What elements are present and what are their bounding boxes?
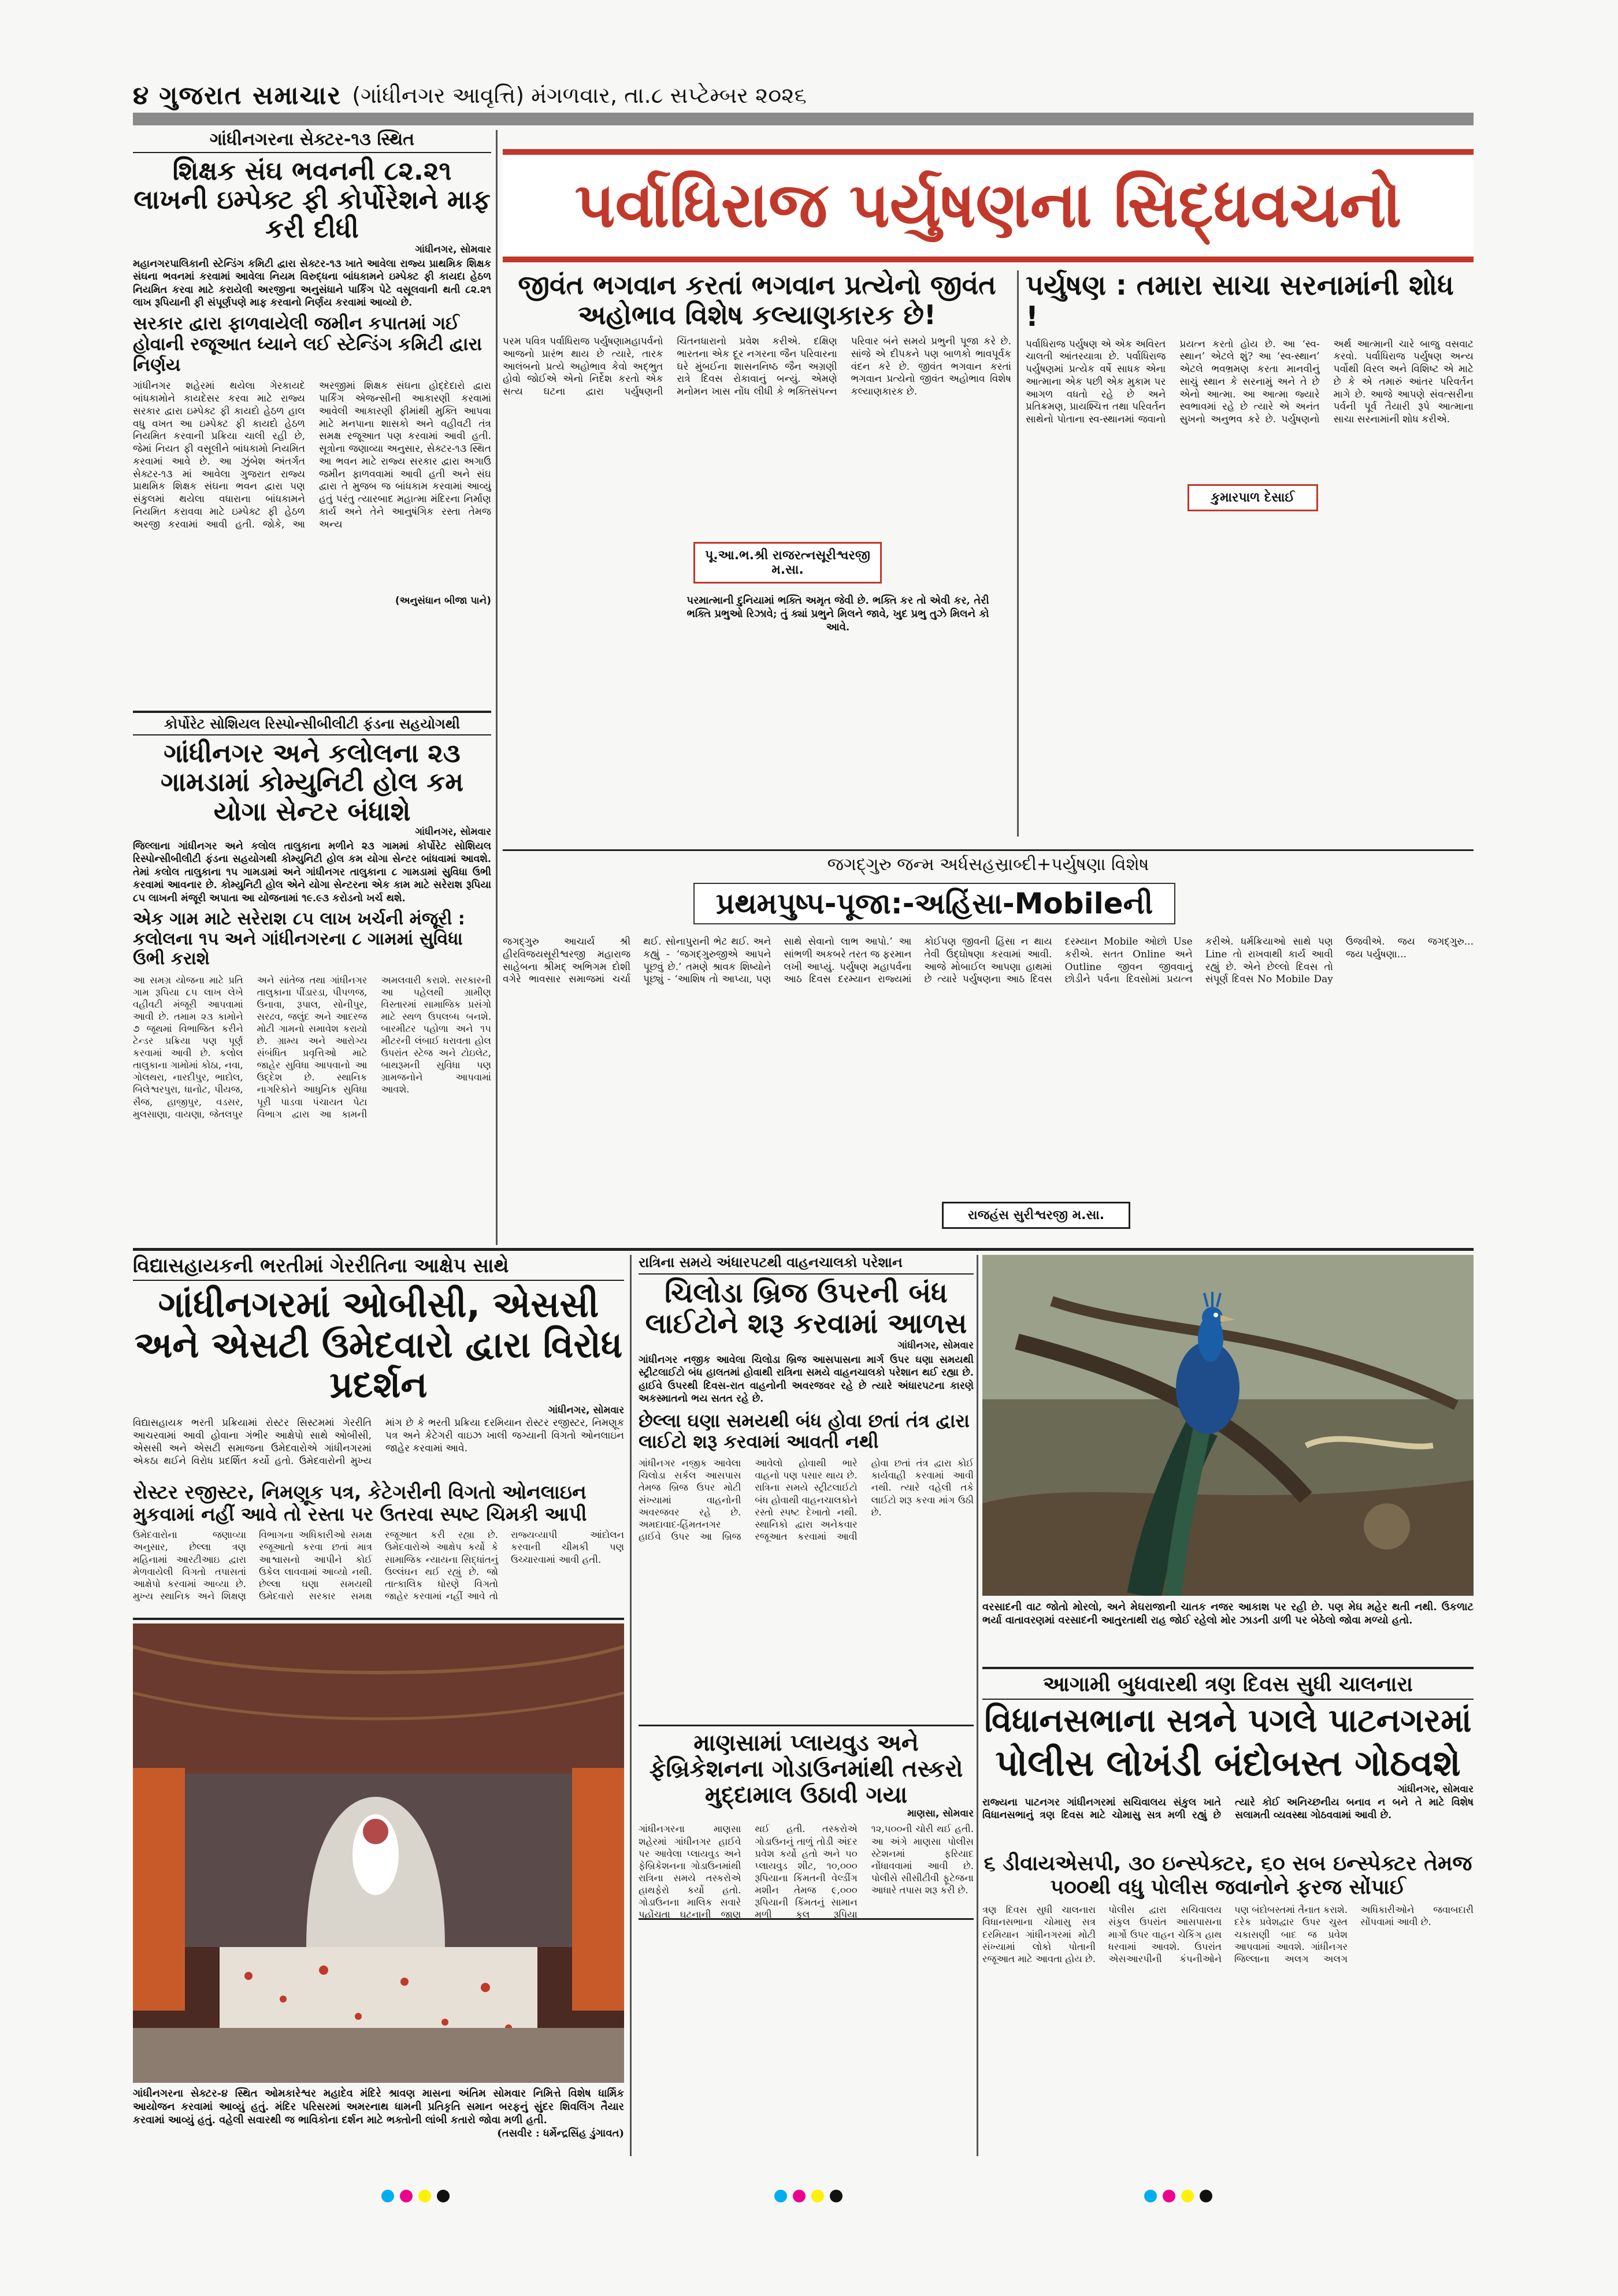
feature-byline: રાજહંસ સુરીશ્વરજી મ.સા.	[942, 1202, 1130, 1229]
story-kicker: કોર્પોરેટ સોશિયલ રિસ્પોન્સીબીલીટી ફંડના સહયોગથી	[133, 716, 491, 735]
story-kicker: વિદ્યાસહાયકની ભરતીમાં ગેરરીતિના આક્ષેપ સાથે	[133, 1255, 624, 1281]
edition-line: (ગાંધીનગર આવૃત્તિ) મંગળવાર, તા.૮ સપ્ટેમ્બર ૨૦૨૬	[352, 82, 807, 108]
article-quote: પરમાત્માની દુનિયામાં ભક્તિ અમૃત જેવી છે. ભક્તિ કર તો એવી કર, તેરી ભક્તિ પ્રભુઓ રિઝાવે; તું ક્યાં પ્રભુને મિલને જાવે, ખુદ પ્રભુ તુઝે મિલને કો આવે.	[686, 595, 989, 634]
story-subhead: સરકાર દ્વારા ફાળવાયેલી જમીન કપાતમાં ગઈ હોવાની રજૂઆત ધ્યાને લઈ સ્ટેન્ડિંગ કમિટી દ્વારા નિર્ણય	[133, 313, 483, 376]
dateline: માણસા, સોમવાર	[907, 1808, 974, 1820]
divider	[133, 711, 491, 713]
masthead-rule	[133, 113, 1474, 125]
story-headline-line1: વિધાનસભાના સત્રને પગલે પાટનગરમાં	[984, 1702, 1472, 1740]
divider	[982, 1667, 1474, 1669]
magenta-dot	[793, 2190, 806, 2202]
cyan-dot	[1144, 2190, 1157, 2202]
story-lead: રાજ્યના પાટનગર ગાંધીનગરમાં સચિવાલય સંકુલ ખાતે વિધાનસભાનું ત્રણ દિવસ માટે ચોમાસુ સત્ર મળી રહ્યું છે ત્યારે કોઈ અનિચ્છનીય બનાવ ન બને તે માટે વિશેષ સલામતી વ્યવસ્થા ગોઠવવામાં આવી છે.	[982, 1796, 1474, 1821]
temple-caption-text: ગાંધીનગરના સેક્ટર-૪ સ્થિત ઓમકારેશ્વર મહાદેવ મંદિરે શ્રાવણ માસના અંતિમ સોમવાર નિમિત્તે વિશેષ ધાર્મિક આયોજન કરવામાં આવ્યું હતું. મંદિર પરિસરમાં અમરનાથ ધામની પ્રતિકૃતિ સમાન બરફનું સુંદર શિવલિંગ તૈયાર કરવામાં આવ્યું હતું. વહેલી સવારથી જ ભાવિકોના દર્શન માટે ભક્તોની લાંબી કતારો જોવા મળી હતી.	[133, 2087, 624, 2127]
special-feature	[503, 855, 1474, 1242]
article-headline: પર્યુષણ : તમારા સાચા સરનામાંની શોધ !	[1026, 269, 1454, 333]
article-headline: જીવંત ભગવાન કરતાં ભગવાન પ્રત્યેનો જીવંત અહોભાવ વિશેષ કલ્યાણકારક છે!	[518, 269, 996, 330]
newspaper-brand: ગુજરાત સમાચાર	[159, 80, 342, 110]
story-body: ઉમેદવારોના જણાવ્યા અનુસાર, છેલ્લા ત્રણ મહિનામાં આરટીઆઇ દ્વારા મેળવાયેલી વિગતો તપાસતાં આક્ષેપો કરવામાં આવ્યા છે. મુખ્ય સ્થાનિક અને શિક્ષણ વિભાગના અધિકારીઓ સમક્ષ રજૂઆતો કરવા છતાં માત્ર આશ્વાસનો આપીને કોઈ ઉકેલ લાવવામાં આવ્યો નથી. છેલ્લા ઘણા સમયથી ઉમેદવારો સરકાર સમક્ષ રજૂઆત કરી રહ્યા છે. ઉમેદવારોએ આક્ષેપ કર્યો કે સામાજિક ન્યાયના સિદ્ધાંતનું ઉલ્લંઘન થઈ રહ્યું છે. જો તાત્કાલિક ધોરણે વિગતો જાહેર કરવામાં નહીં આવે તો રાજ્યવ્યાપી આંદોલન કરવાની ચીમકી પણ ઉચ્ચારવામાં આવી હતી.	[133, 1529, 624, 1602]
dateline: ગાંધીનગર, સોમવાર	[897, 1340, 974, 1352]
story-lead: વિદ્યાસહાયક ભરતી પ્રક્રિયામાં રોસ્ટર સિસ્ટમમાં ગેરરીતિ આચરવામાં આવી હોવાના ગંભીર આક્ષેપો સાથે ઓબીસી, એસસી અને એસટી સમાજના ઉમેદવારોએ ગાંધીનગરમાં એકઠા થઈને વિરોધ પ્રદર્શિત કર્યો હતો. ઉમેદવારોની મુખ્ય માંગ છે કે ભરતી પ્રક્રિયા દરમિયાન રોસ્ટર રજીસ્ટર, નિમણૂક પત્ર અને કેટેગરી વાઇઝ ખાલી જગ્યાની વિગતો ઓનલાઇન જાહેર કરવામાં આવે.	[133, 1417, 624, 1467]
dateline: ગાંધીનગર, સોમવાર	[415, 826, 491, 838]
black-dot	[437, 2190, 450, 2202]
black-dot	[830, 2190, 843, 2202]
story-body: આ સમગ્ર યોજના માટે પ્રતિ ગામ રૂપિયા ૮૫ લાખ લેખે વહીવટી મંજૂરી આપવામાં આવી છે. તમામ ૨૩ કામોને ૭ જૂથમાં વિભાજિત કરીને ટેન્ડર પ્રક્રિયા પણ પૂર્ણ કરવામાં આવી છે. કલોલ તાલુકાના ગામોમાં કોઠા, નવા, ગોલથરા, નારદીપુર, ભાદોલ, બિલેશ્વરપુરા, ધાનોટ, પીયજ, સૈજ, હાજીપુર, વડસર, મુલસાણા, વાયણા, જેતલપુર અને સાંતેજ તથા ગાંધીનગર તાલુકાના પીંડારડા, પીપળજ, ઉનાવા, રૂપાલ, સોનીપુર, સરઢવ, જલુંદ અને આદરજ મોટી ગામનો સમાવેશ કરાયો છે. ગ્રામ્ય અને આરોગ્ય સંબંધિત પ્રવૃત્તિઓ માટે જાહેર સુવિધા આપવાનો આ ઉદ્દેશ છે. સ્થાનિક નાગરિકોને આધુનિક સુવિધા પૂરી પાડવા પંચાયત પેટા વિભાગ દ્વારા આ કામની અમલવારી કરાશે. સરકારની આ પહેલથી ગ્રામીણ વિસ્તારમાં સામાજિક પ્રસંગો માટે સ્થળ ઉપલબ્ધ બનશે. બારમીટર પહોળા અને ૧૫ મીટરની લંબાઈ ધરાવતા હોલ ઉપરાંત સ્ટેજ અને ટોઇલેટ, બાથરૂમની સુવિધા પણ ગ્રામજનોને આપવામાં આવશે.	[133, 974, 491, 1120]
dateline: ગાંધીનગર, સોમવાર	[548, 1405, 624, 1417]
divider	[133, 1618, 624, 1620]
story-headline: શિક્ષક સંઘ ભવનની ૮૨.૨૧ લાખની ઇમ્પેક્ટ ફી કોર્પોરેશને માફ કરી દીધી	[133, 155, 491, 244]
story-kicker: રાત્રિના સમયે અંધારપટથી વાહનચાલકો પરેશાન	[639, 1255, 974, 1275]
yellow-dot	[811, 2190, 824, 2202]
story-body: ત્રણ દિવસ સુધી ચાલનારા વિધાનસભાના ચોમાસુ સત્ર દરમિયાન ગાંધીનગરમાં મોટી સંખ્યામાં લોકો પોતાની રજૂઆત માટે આવતા હોય છે. પોલીસ દ્વારા સચિવાલય સંકુલ ઉપરાંત આસપાસના માર્ગો ઉપર વાહન ચેકિંગ હાથ ધરવામાં આવશે. ઉપરાંત એસઆરપીની કંપનીઓને પણ બંદોબસ્તમાં તૈનાત કરાશે. દરેક પ્રવેશદ્વાર ઉપર ચુસ્ત ચકાસણી બાદ જ પ્રવેશ આપવામાં આવશે. ગાંધીનગર જિલ્લાના અલગ અલગ અધિકારીઓને જવાબદારી સોંપવામાં આવી છે.	[982, 1904, 1474, 1964]
story-headline: માણસામાં પ્લાયવુડ અને ફેબ્રિકેશનના ગોડાઉનમાંથી તસ્કરો મુદ્દામાલ ઉઠાવી ગયા	[649, 1730, 963, 1808]
divider	[133, 1248, 1474, 1251]
article-jivant-bhagwan	[503, 270, 1011, 848]
author-byline: પૂ.આ.ભ.શ્રી રાજરત્નસૂરીશ્વરજી મ.સા.	[693, 542, 882, 584]
story-lead: જિલ્લાના ગાંધીનગર અને કલોલ તાલુકાના મળીને ૨૩ ગામમાં કોર્પોરેટ સોશિયલ રિસ્પોન્સીબીલીટી ફંડના સહયોગથી કોમ્યુનિટી હોલ કમ યોગા સેન્ટર બાંધવામાં આવશે. તેમાં કલોલ તાલુકાના ૧૫ ગામડામાં અને ગાંધીનગર તાલુકાના ૮ ગામડામાં સુવિધા ઉભી કરવામાં આવનાર છે. કોમ્યુનિટી હોલ એને યોગા સેન્ટરના એક કામ માટે સરેરાશ રૂપિયા ૮૫ લાખની મંજૂરી અપાતા આ યોજનામાં ૧૯.૯૩ કરોડનો ખર્ચ થશે.	[133, 841, 491, 904]
story-kicker: ગાંધીનગરના સેક્ટર-૧૩ સ્થિત	[133, 130, 491, 153]
dateline: ગાંધીનગર, સોમવાર	[1397, 1783, 1474, 1795]
story-kicker: આગામી બુધવારથી ત્રણ દિવસ સુધી ચાલનારા	[982, 1673, 1474, 1700]
peacock-image	[982, 1255, 1474, 1596]
peacock-caption: વરસાદની વાટ જોતો મોરલો, અને મેઘરાજાની ચાતક નજર આકાશ પર રહી છે. પણ મેઘ મહેર થતી નથી. ઉકળાટ ભર્યા વાતાવરણમાં વરસાદની આતુરતાથી રાહ જોઈ રહેલો મોર ઝાડની ડાળી પર બેઠેલો જોવા મળ્યો હતો.	[982, 1601, 1474, 1627]
story-protest	[133, 1255, 624, 1613]
magenta-dot	[400, 2190, 413, 2202]
story-headline: ચિલોડા બ્રિજ ઉપરની બંધ લાઈટોને શરૂ કરવામાં આળસ	[645, 1276, 967, 1340]
cyan-dot	[381, 2190, 394, 2202]
story-community-hall	[133, 716, 491, 1242]
author-byline: કુમારપાળ દેસાઈ	[1187, 484, 1318, 511]
column-divider	[1017, 270, 1019, 837]
cyan-dot	[774, 2190, 787, 2202]
temple-caption	[133, 2087, 624, 2174]
registration-marks-left	[381, 2190, 450, 2202]
column-divider	[977, 1255, 978, 2156]
story-lead: મહાનગરપાલિકાની સ્ટેન્ડિંગ કમિટી દ્વારા સેક્ટર-૧૩ ખાતે આવેલા રાજ્ય પ્રાથમિક શિક્ષક સંઘના ભવનમાં કરવામાં આવેલા નિયમ વિરુદ્ધના બાંધકામને ઇમ્પેક્ટ ફી કાયદા હેઠળ નિયમિત કરવા માટે કરાયેલી અરજીના અનુસંધાને પાર્કિંગ પેટે વસૂલવાની થતી ૮૨.૨૧ લાખ રૂપિયાની ફી સંપૂર્ણપણે માફ કરવાનો નિર્ણય કરવામાં આવ્યો છે.	[133, 258, 491, 309]
registration-marks-right	[1144, 2190, 1212, 2202]
story-subhead: ૬ ડીવાયએસપી, ૩૦ ઇન્સ્પેક્ટર, ૬૦ સબ ઇન્સ્પેક્ટર તેમજ ૫૦૦થી વધુ પોલીસ જવાનોને ફરજ સોંપાઈ	[984, 1851, 1472, 1899]
story-body: ગાંધીનગર નજીક આવેલા ચિલોડા સર્કલ આસપાસ તેમજ બ્રિજ ઉપર મોટી સંખ્યામાં વાહનોની અવરજવર રહે છે. અમદાવાદ-હિંમતનગર હાઈવે ઉપર આ બ્રિજ આવેલો હોવાથી ભારે વાહનો પણ પસાર થાય છે. રાત્રિના સમયે સ્ટ્રીટલાઈટો બંધ હોવાથી વાહનચાલકોને રસ્તો સ્પષ્ટ દેખાતો નથી. સ્થાનિકો દ્વારા અનેકવાર રજૂઆત કરવામાં આવી હોવા છતાં તંત્ર દ્વારા કોઈ કાર્યવાહી કરવામાં આવી નથી. ત્યારે વહેલી તકે લાઈટો શરૂ કરવા માંગ ઉઠી છે.	[639, 1458, 974, 1542]
story-headline: ગાંધીનગર અને કલોલના ૨૩ ગામડામાં કોમ્યુનિટી હોલ કમ યોગા સેન્ટર બંધાશે	[161, 737, 463, 827]
story-body: ગાંધીનગરના માણસા શહેરમાં ગાંધીનગર હાઈવે પર આવેલા પ્લાયવુડ અને ફેબ્રિકેશનના ગોડાઉનમાંથી રાત્રિના સમયે તસ્કરોએ હાથફેરો કર્યો હતો. ગોડાઉનના માલિક સવારે પહોંચતા ઘટનાની જાણ થઈ હતી. તસ્કરોએ ગોડાઉનનું તાળું તોડી અંદર પ્રવેશ કર્યો હતો અને ૫૦ પ્લાયવુડ શીટ, ૧૦,૦૦૦ રૂપિયાના કિંમતની વેલ્ડીંગ મશીન તેમજ ૯,૦૦૦ રૂપિયાની કિંમતનું સામાન મળી કુલ રૂપિયા ૧૨,૫૦૦ની ચોરી થઈ હતી. આ અંગે માણસા પોલીસ સ્ટેશનમાં ફરિયાદ નોંધાવવામાં આવી છે. પોલીસે સીસીટીવી ફૂટેજના આધારે તપાસ શરૂ કરી છે.	[639, 1823, 974, 1920]
yellow-dot	[1181, 2190, 1194, 2202]
registration-marks-center	[774, 2190, 843, 2202]
article-body: પરમ પવિત્ર પર્વાધિરાજ પર્યુષણામહાપર્વનો આજનો પ્રારંભ થાય છે ત્યારે, તારક આલંબનો પ્રત્યે અહોભાવ કેવો અદ્ભુત હોવો જોઈએ એનો નિર્દેશ કરતો એક સત્ય ઘટના દ્વારા પર્યુષણની ચિંતનધારાનો પ્રવેશ કરીએ. દક્ષિણ ભારતના એક દૂર નગરના જૈન પરિવારના ઘરે મુંબઈના શાસનનિષ્ઠ જૈન અગ્રણી રાત્રે દિવસ રોકાવાનું બન્યું. એમણે મનોમન ખાસ નોંધ લીધી કે ભક્તિસંપન્ન પરિવાર બંને સમયે પ્રભુની પૂજા કરે છે. સાંજે એ દીપકને પણ બાળકો ભાવપૂર્વક વંદન કરે છે. જીવંત ભગવાન કરતાં ભગવાન પ્રત્યેનો જીવંત અહોભાવ વિશેષ કલ્યાણકારક છે.	[503, 336, 1011, 398]
story-body: ગાંધીનગર શહેરમાં થયેલા ગેરકાયદે બાંધકામોને કાયદેસર કરવા માટે રાજ્ય સરકાર દ્વારા ઇમ્પેક્ટ ફી કાયદો હેઠળ હાલ વધુ વખત આ ઇમ્પેક્ટ ફી કાયદો હેઠળ નિયમિત કરવાની પ્રક્રિયા ચાલી રહી છે, જેમાં નિયત ફી વસૂલીને બાંધકામો નિયમિત કરવામાં આવે છે. આ ઝુંબેશ અંતર્ગત સેક્ટર-૧૩ માં આવેલા ગુજરાત રાજ્ય પ્રાથમિક શિક્ષક સંઘના ભવન દ્વારા પણ સંકુલમાં થયેલા વધારાના બાંધકામને નિયમિત કરાવવા માટે ઇમ્પેક્ટ ફી હેઠળ અરજી કરવામાં આવી હતી. જોકે, આ અરજીમાં શિક્ષક સંઘના હોદ્દેદારો દ્વારા પાર્કિંગ એજન્સીની આકારણી કરવામાં આવેલી આકારણી ફીમાંથી મુક્તિ આપવા માટે મનપાના શાસકો અને વહીવટી તંત્ર સમક્ષ રજૂઆત પણ કરવામાં આવી હતી. સૂત્રોના જણાવ્યા અનુસાર, સેક્ટર-૧૩ સ્થિત આ ભવન માટે રાજ્ય સરકાર દ્વારા અગાઉ જમીન ફાળવવામાં આવી હતી અને સંઘ દ્વારા તે મુજબ જ બાંધકામ કરવામાં આવ્યું હતું પરંતુ ત્યારબાદ મહાત્મા મંદિરના નિર્માણ કાર્ય અને તેને આનુષંગિક રસ્તા તેમજ અન્ય	[133, 380, 491, 530]
continued-note: (અનુસંધાન બીજા પાને)	[395, 595, 491, 607]
divider	[639, 1725, 974, 1726]
banner-title: પર્વાધિરાજ પર્યુષણના સિદ્ધવચનો	[574, 169, 1402, 242]
masthead	[133, 78, 1474, 113]
yellow-dot	[418, 2190, 431, 2202]
story-assembly-security	[982, 1673, 1474, 2158]
page-number: ૪	[133, 80, 149, 110]
story-lead: ગાંધીનગર નજીક આવેલા ચિલોડા બ્રિજ આસપાસના માર્ગ ઉપર ઘણા સમયથી સ્ટ્રીટલાઈટો બંધ હાલતમાં હોવાથી રાત્રિના સમયે વાહનચાલકો પરેશાન થઈ રહ્યા છે. હાઈવે ઉપરથી દિવસ-રાત વાહનોની અવરજવર રહે છે ત્યારે અંધારપટના કારણે અકસ્માતનો ભય સતત રહે છે.	[639, 1354, 974, 1405]
temple-photo	[133, 1623, 624, 2083]
story-subhead: રોસ્ટર રજીસ્ટર, નિમણૂક પત્ર, કેટેગરીની વિગતો ઓનલાઇન મુકવામાં નહીં આવે તો રસ્તા પર ઉતરવા સ્પષ્ટ ચિમકી આપી	[133, 1481, 587, 1526]
black-dot	[1200, 2190, 1212, 2202]
temple-image	[133, 1623, 624, 2083]
article-saacha-sarnama	[1026, 270, 1474, 848]
magenta-dot	[1163, 2190, 1175, 2202]
story-mansa-theft	[639, 1730, 974, 2158]
story-headline-line2: પોલીસ લોખંડી બંદોબસ્ત ગોઠવશે	[995, 1742, 1461, 1785]
column-divider	[630, 1255, 632, 2156]
photo-credit: (તસવીર : ધર્મેન્દ્રસિંહ ડુંગાવત)	[497, 2127, 624, 2140]
feature-body: જગદ્ગુરુ આચાર્ય શ્રી હીરવિજયસૂરીશ્વરજી મહારાજ સાહેબના શ્રીમદ્ અભિગમ દોશી વગેરે ભાવસાર સમાજમાં ચર્ચા થઈ. સોનાપુરાની ભેટ થઈ. અને કહ્યું - ‘જગદ્ગુરુજીએ આપને પૂછવું છે.’ તમણે શ્રાવક શિષ્યોને પૂછ્યું - ‘આશિષ તો આપ્યા, પણ સાથે સેવાનો લાભ આપો.’ આ સાંભળી અકબરે તરત જ ફરમાન લખી આપ્યું. પર્યુષણ મહાપર્વના આઠ દિવસ દરમ્યાન રાજ્યમાં કોઈપણ જીવની હિંસા ન થાય તેવી ઉદ્ઘોષણા કરવામાં આવી. આજે મોબાઈલ આપણા હાથમાં છે ત્યારે પર્યુષણના આઠ દિવસ દરમ્યાન Mobile ઓછો Use કરીએ. સતત Online અને Outline જીવન જીવવાનું છોડીને પર્વના દિવસોમાં પ્રયત્ન કરીએ. ધર્મક્રિયાઓ સાથે પણ Line તો રાખવાથી કાર્ય આવી રહ્યું છે. એને છેલ્લો દિવસ તો સંપૂર્ણ દિવસ No Mobile Day ઉજવીએ. જય જગદ્ગુરુ... જય પર્યુષણા...	[503, 936, 1474, 986]
story-subhead: છેલ્લા ઘણા સમયથી બંધ હોવા છતાં તંત્ર દ્વારા લાઈટો શરૂ કરવામાં આવતી નથી	[639, 1409, 970, 1453]
story-subhead: એક ગામ માટે સરેરાશ ૮૫ લાખ ખર્ચની મંજૂરી : કલોલના ૧૫ અને ગાંધીનગરના ૮ ગામમાં સુવિધા ઉભી કરાશે	[133, 909, 465, 969]
dateline: ગાંધીનગર, સોમવાર	[415, 243, 491, 255]
story-headline: ગાંધીનગરમાં ઓબીસી, એસસી અને એસટી ઉમેદવારો દ્વારા વિરોધ પ્રદર્શન	[134, 1283, 623, 1406]
peacock-photo	[982, 1255, 1474, 1596]
story-impact-fee	[133, 130, 491, 708]
feature-headline: પ્રથમપુષ્પ-પૂજા:-અહિંસા-Mobileની	[693, 883, 1175, 924]
article-body: પર્વાધિરાજ પર્યુષણ એ એક અવિરત ચાલતી આંતરયાત્રા છે. પર્વાધિરાજ પર્યુષણમાં પ્રત્યેક વર્ષે સાધક એના આત્માના એક પછી એક મુકામ પર આગળ વધતો રહે છે અને પ્રતિક્રમણ, પ્રાયશ્ચિત્ત તથા પરિવર્તન સાથેનો પોતાના સ્વ-સ્થાનમાં જવાનો પ્રયત્ન કરતો હોય છે. આ ‘સ્વ-સ્થાન’ એટલે શું? આ ‘સ્વ-સ્થાન’ એટલે ભવભ્રમણ કરતા માનવીનું સાચું સ્થાન કે સરનામું અને તે છે એનો આત્મા. આ આત્મા જ્યારે સ્વભાવમાં રહે છે ત્યારે એ અનંત સુખનો અનુભવ કરે છે. પર્યુષણનો અર્થ આત્માની ચારે બાજુ વસવાટ કરવો. પર્વાધિરાજ પર્યુષણ અન્ય પર્વોથી વિરલ અને વિશિષ્ટ એ માટે છે કે એ તમારું આંતર પરિવર્તન માગે છે. આજે આપણે સંવત્સરીના પર્વની પૂર્વ તૈયારી રૂપે આત્માના સાચા સરનામાંની શોધ કરીએ.	[1026, 338, 1474, 425]
feature-kicker: જગદ્ગુરુ જન્મ અર્ધસહસ્રાબ્દી+પર્યુષણા વિશેષ	[827, 855, 1149, 875]
column-divider	[496, 130, 498, 1245]
divider	[503, 849, 1474, 851]
